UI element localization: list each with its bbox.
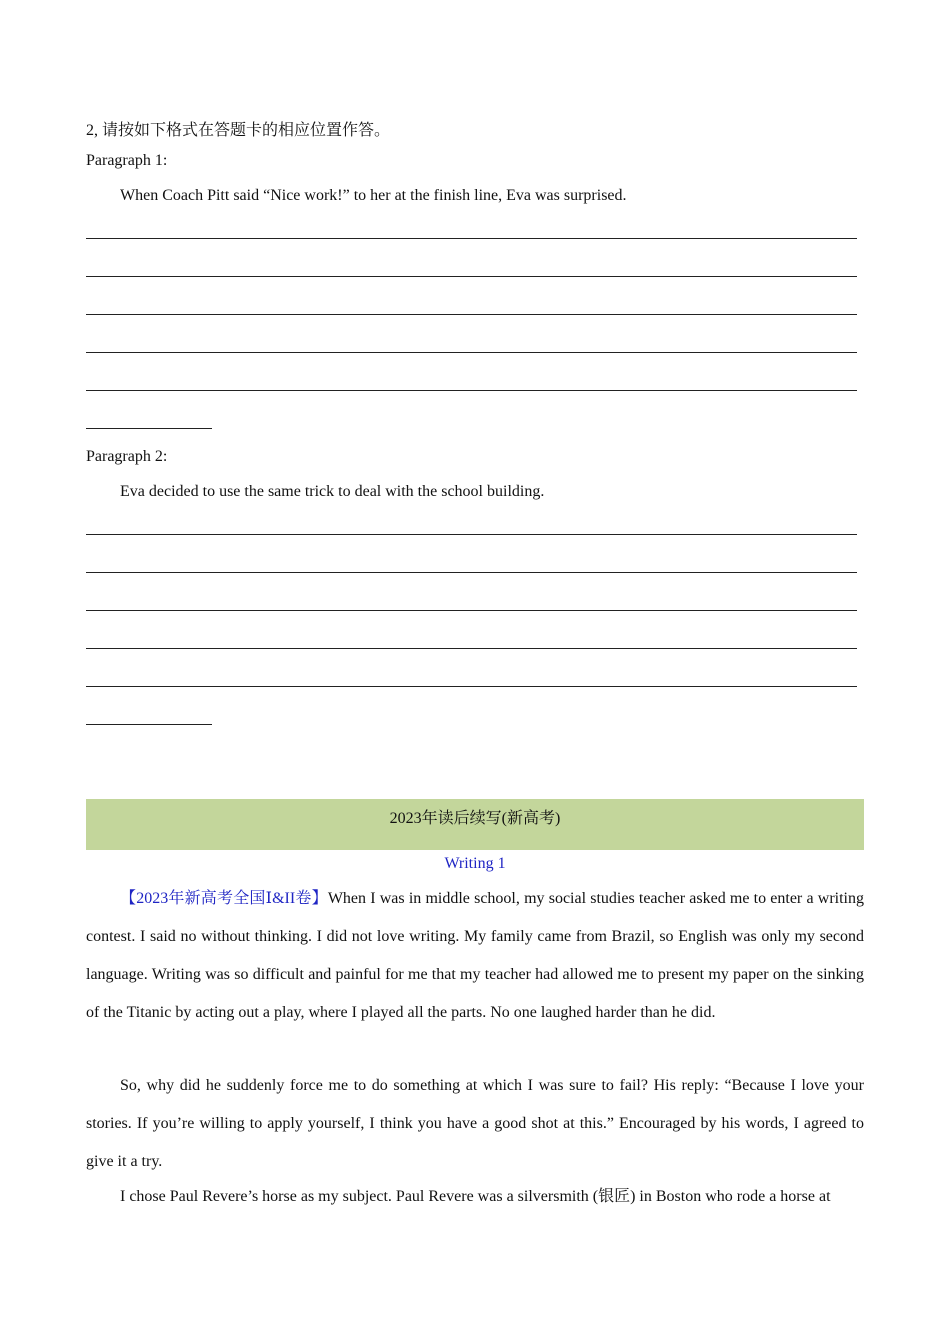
reading-paragraph-1 [86, 880, 864, 1032]
answer-line [86, 610, 857, 611]
exam-source-tag: 【2023年新高考全国Ⅰ&II卷】 [120, 890, 328, 907]
answer-line [86, 686, 857, 687]
reading-paragraph-2: So, why did he suddenly force me to do something at which I was sure to fail? His reply: “Because I love your stories. If you’re willing to apply yourself, I think you have a good shot at this.” Encouraged by his words, I agreed to give it a try. [86, 1077, 864, 1170]
section-title: 2023年读后续写(新高考) [389, 810, 561, 827]
answer-line [86, 534, 857, 535]
answer-line [86, 648, 857, 649]
answer-line [86, 390, 857, 391]
answer-line-short [86, 428, 212, 429]
paragraph1-opening: When Coach Pitt said “Nice work!” to her at the finish line, Eva was surprised. [120, 187, 627, 204]
paragraph1-label: Paragraph 1: [86, 152, 168, 169]
paragraph-text: When I was in middle school, my social studies teacher asked me to enter a writing contest. I said no without thinking. I did not love writing. My family came from Brazil, so English was only my second language. Writing was so difficult and painful for me that my teacher had allowed me to present my paper on the sinking of the Titanic by acting out a play, where I played all the parts. No one laughed harder than he did. [86, 890, 864, 1021]
section-subtitle: Writing 1 [444, 855, 506, 872]
answer-line [86, 572, 857, 573]
answer-line [86, 352, 857, 353]
paragraph2-opening: Eva decided to use the same trick to deal with the school building. [120, 483, 545, 500]
paragraph2-label: Paragraph 2: [86, 448, 168, 465]
instruction-text: 2, 请按如下格式在答题卡的相应位置作答。 [86, 122, 391, 139]
answer-line-short [86, 724, 212, 725]
answer-line [86, 314, 857, 315]
answer-line [86, 238, 857, 239]
reading-paragraph-3: I chose Paul Revere’s horse as my subject. Paul Revere was a silversmith (银匠) in Boston who rode a horse at [120, 1188, 831, 1205]
answer-line [86, 276, 857, 277]
